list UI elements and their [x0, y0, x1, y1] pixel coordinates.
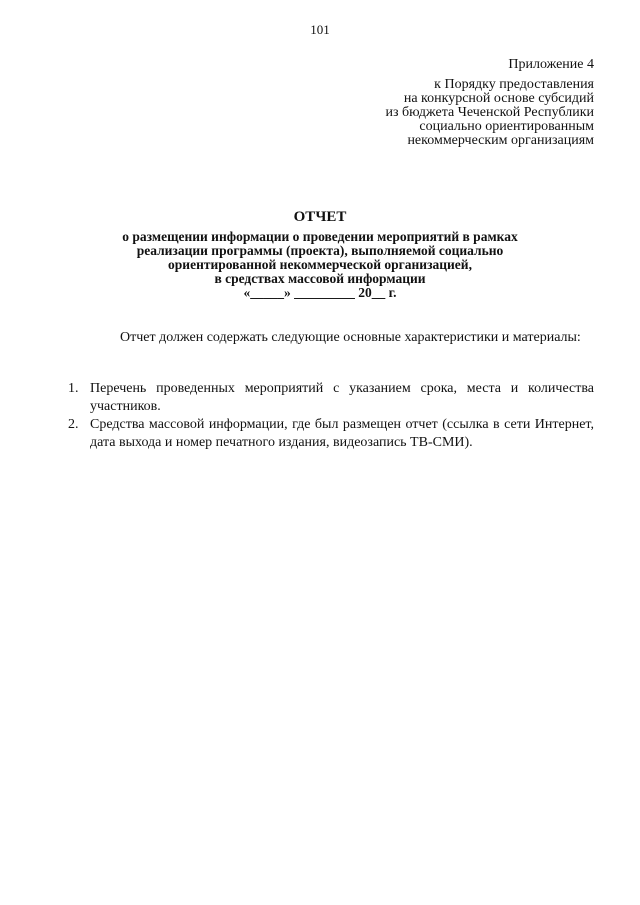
- list-item-number: 1.: [68, 381, 79, 396]
- requirements-list: [68, 380, 594, 452]
- report-subtitle-line: в средствах массовой информации: [214, 271, 426, 286]
- report-heading: [60, 210, 580, 300]
- appendix-line: к Порядку предоставления: [434, 77, 594, 92]
- report-subtitle-line: ориентированной некоммерческой организацией,: [168, 257, 472, 272]
- appendix-line: некоммерческим организациям: [407, 133, 594, 148]
- intro-paragraph: Отчет должен содержать следующие основные характеристики и материалы:: [120, 330, 581, 345]
- page-number: 101: [310, 22, 330, 37]
- list-item-text: Перечень проведенных мероприятий с указанием срока, места и количества участников.: [90, 381, 594, 414]
- appendix-line: из бюджета Чеченской Республики: [385, 105, 594, 120]
- report-subtitle-line: реализации программы (проекта), выполняемой социально: [136, 243, 504, 258]
- list-item: [68, 380, 594, 416]
- appendix-line: социально ориентированным: [419, 119, 594, 134]
- appendix-line: на конкурсной основе субсидий: [403, 91, 594, 106]
- appendix-title: Приложение 4: [508, 57, 594, 72]
- report-title: ОТЧЕТ: [293, 209, 347, 225]
- report-subtitle-line: о размещении информации о проведении мероприятий в рамках: [122, 229, 518, 244]
- appendix-block: [386, 58, 594, 148]
- list-item: [68, 416, 594, 452]
- list-item-number: 2.: [68, 417, 79, 432]
- list-item-text: Средства массовой информации, где был размещен отчет (ссылка в сети Интернет, дата выхода и номер печатного издания, видеозапись ТВ-СМИ).: [90, 417, 594, 450]
- report-date-line: «_____» _________ 20__ г.: [243, 285, 397, 300]
